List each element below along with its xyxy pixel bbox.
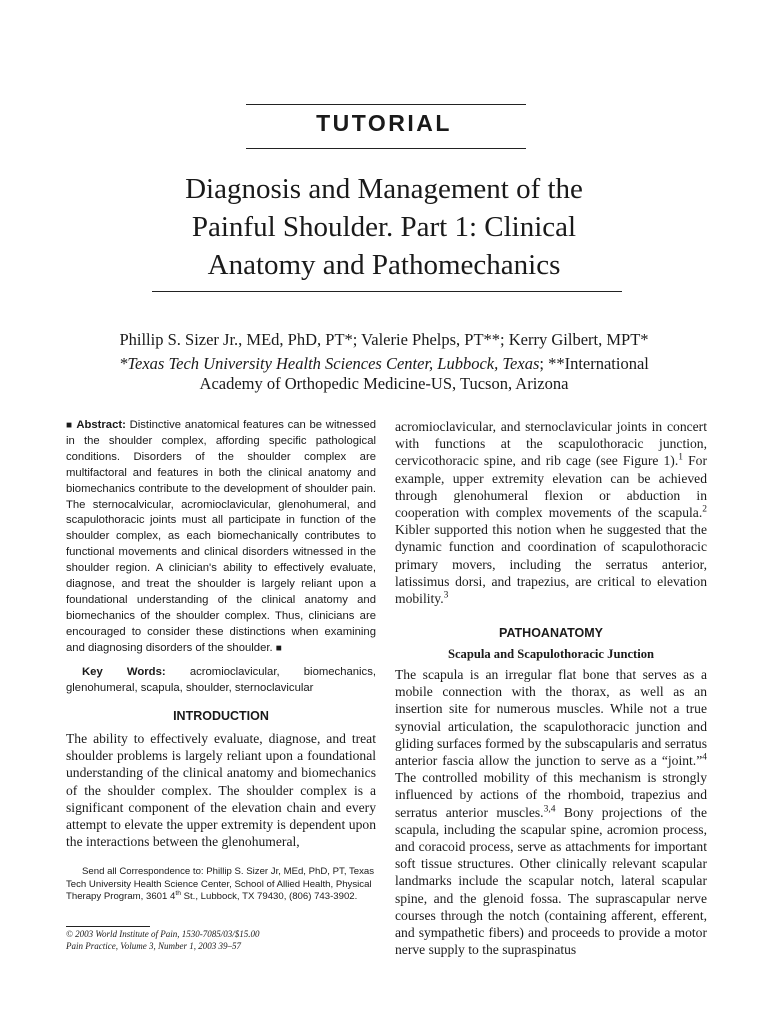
para1-text-a: acromioclavicular, and sternoclavicular joints in concert with functions at the scapulothoracic junction, cervicothoracic spine, and rib cage (see Figure 1). [395, 419, 707, 469]
scapula-subheading: Scapula and Scapulothoracic Junction [447, 647, 655, 661]
header-mid-rule [246, 148, 526, 149]
correspondence-note [66, 866, 376, 904]
para1-text-c: Kibler supported this notion when he suggested that the dynamic function and coordination of scapulothoracic primary movers, including the serratus anterior, latissimus dorsi, and trapezius, are critical to elevation mobility. [395, 522, 707, 607]
abstract-block [66, 418, 376, 657]
ref-2: 2 [702, 504, 707, 515]
title-line-2: Painful Shoulder. Part 1: Clinical [191, 211, 577, 243]
keywords-block [66, 665, 376, 697]
footer-block [66, 929, 376, 952]
abstract-text: Distinctive anatomical features can be witnessed in the shoulder complex, affording specific pathological conditions. Disorders of the shoulder complex are multifactoral and features in both the clinical anatomy and biomechanics contribute to the development of shoulder pain. The sternocalvicular, acromioclavicular, glenohumeral, and scapulothoracic joints must all participate in function of the shoulder complex, as each biomechanically contributes to functional movements and clinical disorders witnessed in the shoulder region. A clinician's ability to effectively evaluate, diagnose, and treat the shoulder is largely reliant upon a foundational understanding of the clinical anatomy and biomechanics of the shoulder complex. Thus, clinicians are encouraged to consider these distinctions when examining and diagnosing disorders of the shoulder. [66, 419, 377, 654]
right-column-paragraph-1 [395, 418, 707, 607]
title-line-1: Diagnosis and Management of the [185, 173, 583, 205]
title-line-3: Anatomy and Pathomechanics [207, 249, 561, 281]
citation-line: Pain Practice, Volume 3, Number 1, 2003 39–57 [66, 940, 241, 951]
abstract-label: Abstract: [76, 419, 126, 431]
introduction-text: The ability to effectively evaluate, diagnose, and treat shoulder problems is largely reliant upon a foundational understanding of the clinical anatomy and biomechanics of the shoulder complex. The shoulder complex is a significant component of the elevation chain and every attempt to elevate the upper extremity is dependent upon the interactions between the glenohumeral, [66, 731, 376, 850]
para2-text-c: Bony projections of the scapula, including the scapular spine, acromion process, and coracoid process, serve as attachments for important soft tissue structures. Other clinically relevant scapular landmarks include the scapular notch, lateral scapular spine, and the glenoid fossa. The suprascapular nerve courses through the notch (containing afferent, efferent, and sympathetic fibers) and proceeds to provide a motor nerve supply to the supraspinatus [395, 804, 707, 958]
correspondence-text-2: St., Lubbock, TX 79430, (806) 743-3902. [180, 891, 358, 903]
ref-3-4: 3,4 [543, 804, 556, 815]
affiliations [90, 354, 678, 394]
section-label: TUTORIAL [316, 110, 452, 136]
ref-1: 1 [678, 452, 683, 463]
affiliation-iaom-part: ; **International [539, 354, 649, 373]
copyright-line: © 2003 World Institute of Pain, 1530-7085/03/$15.00 [66, 929, 260, 939]
affiliation-line-2: Academy of Orthopedic Medicine-US, Tucson, Arizona [199, 374, 569, 393]
ref-3: 3 [443, 590, 449, 601]
para1-text-b: For example, upper extremity elevation can be achieved through glenohumeral flexion or abduction in cooperation with complex movements of the scapula. [395, 453, 707, 521]
para2-text-a: The scapula is an irregular flat bone that serves as a mobile connection with the thorax, as well as an insertion site for numerous muscles. While not a true synovial articulation, the scapulothoracic junction and gliding surfaces formed by the subscapularis and serratus anterior fascia allow the junction to serve as a “joint.” [395, 667, 707, 769]
affiliation-ttu: *Texas Tech University Health Sciences Center, Lubbock, Texas [119, 354, 540, 373]
abstract-end-marker-icon: ■ [275, 642, 282, 654]
abstract-marker-icon: ■ [66, 420, 73, 431]
ref-4: 4 [702, 752, 707, 763]
author-list: Phillip S. Sizer Jr., MEd, PhD, PT*; Valerie Phelps, PT**; Kerry Gilbert, MPT* [119, 330, 649, 349]
keywords-text: acromioclavicular, biomechanics, glenohumeral, scapula, shoulder, sternoclavicular [66, 666, 376, 694]
pathoanatomy-heading: PATHOANATOMY [499, 626, 603, 640]
correspondence-sup: th [175, 890, 181, 897]
footer-rule [66, 926, 150, 927]
title-bottom-rule [152, 291, 622, 292]
correspondence-text-1: Send all Correspondence to: Phillip S. Sizer Jr, MEd, PhD, PT, Texas Tech University Health Science Center, School of Allied Health, Physical Therapy Program, 3601 4 [66, 866, 375, 903]
header-top-rule [246, 104, 526, 105]
right-column-paragraph-2 [395, 666, 707, 958]
para2-text-b: The controlled mobility of this mechanism is strongly influenced by actions of the rhomboid, trapezius and serratus anterior muscles. [395, 770, 707, 820]
keywords-label: Key Words: [82, 666, 166, 678]
introduction-heading: INTRODUCTION [173, 709, 269, 723]
article-title [100, 170, 668, 284]
